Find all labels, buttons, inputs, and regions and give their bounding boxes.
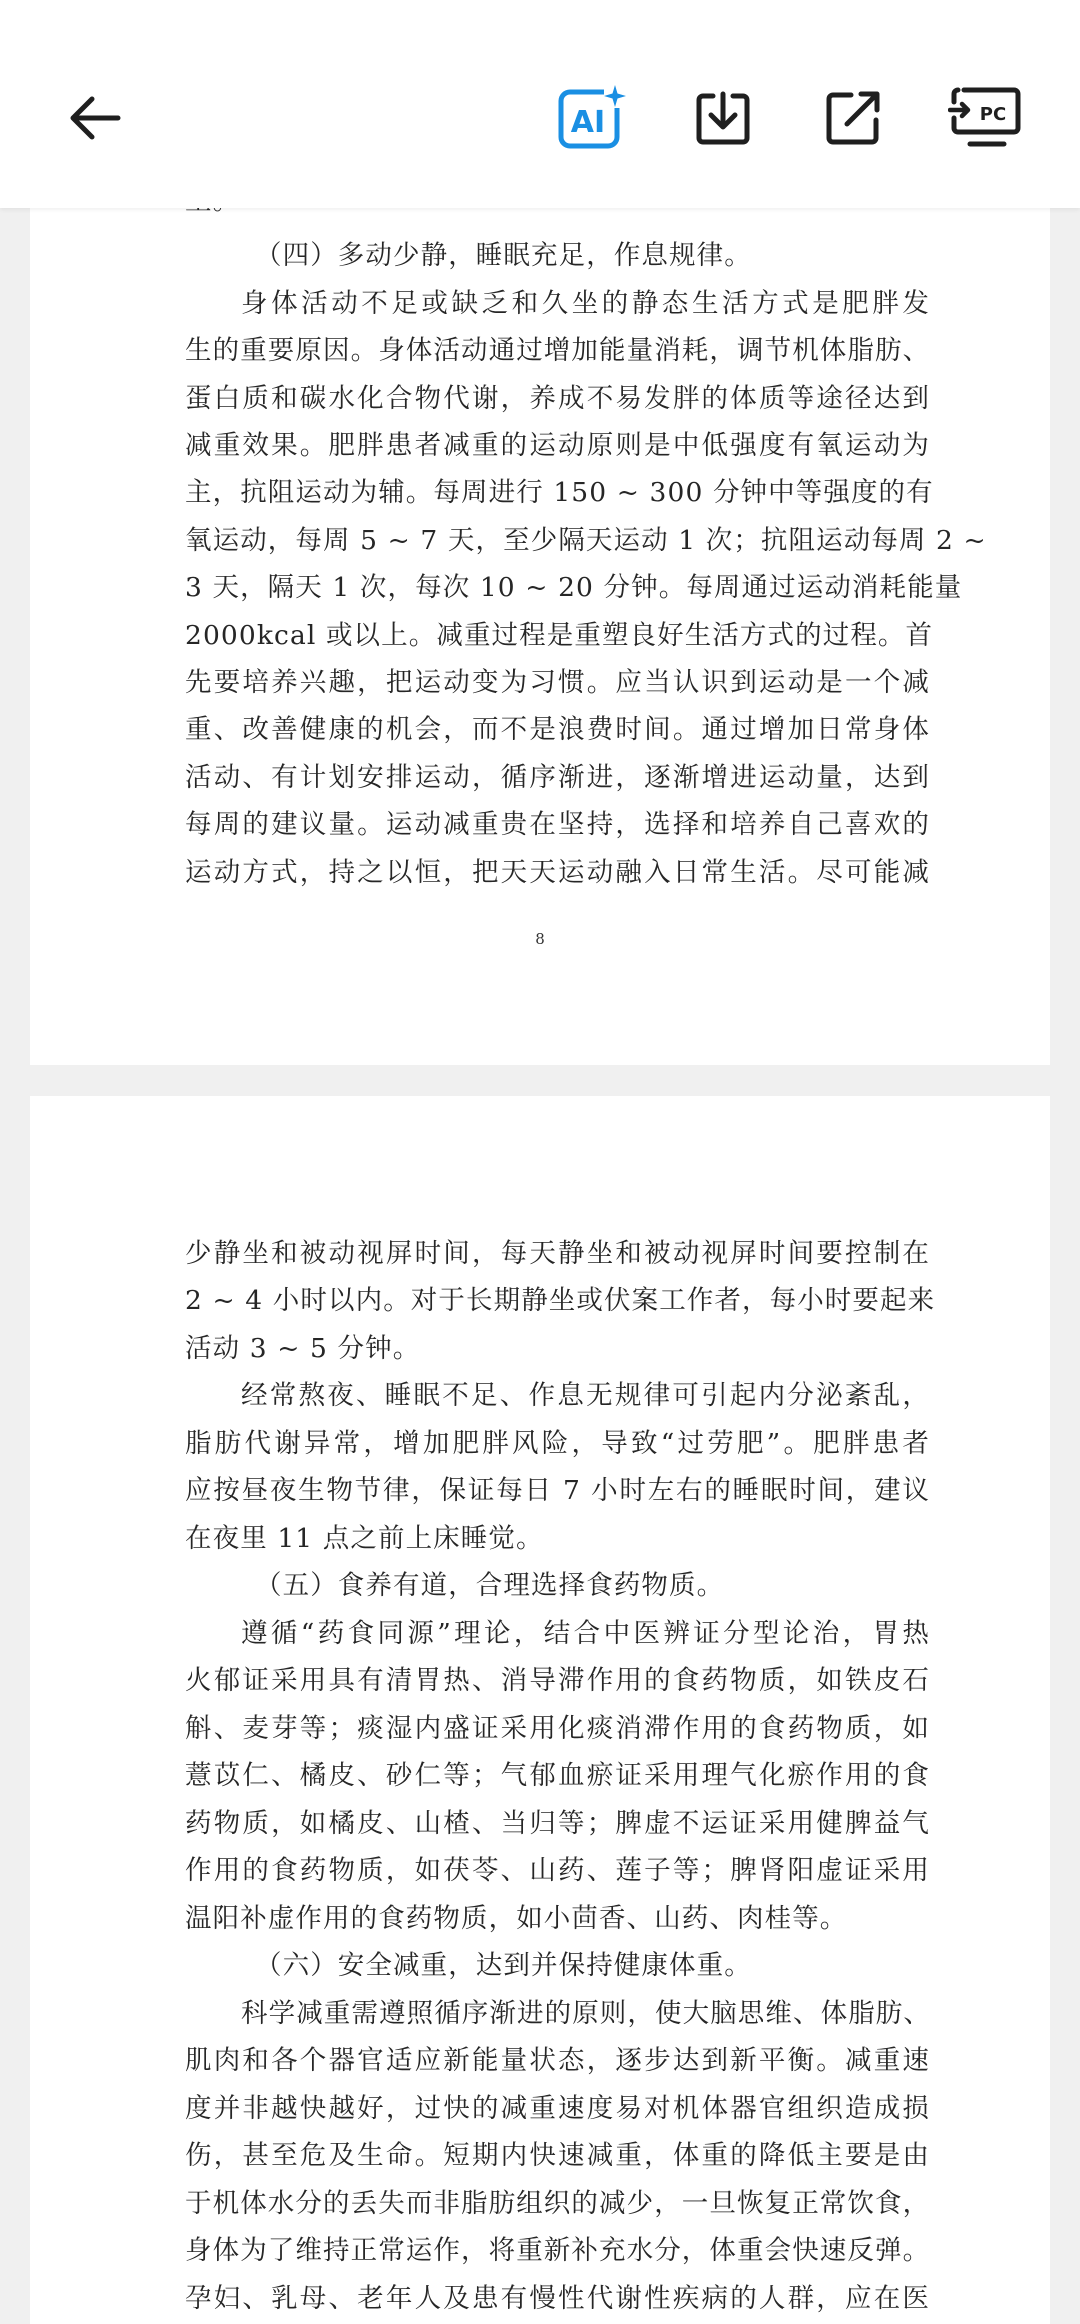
text-line: 少静坐和被动视屏时间，每天静坐和被动视屏时间要控制在 (185, 1238, 930, 1269)
download-button[interactable] (687, 82, 759, 154)
text-line: 科学减重需遵照循序渐进的原则，使大脑思维、体脂肪、 (241, 1998, 931, 2029)
text-line: 重、改善健康的机会，而不是浪费时间。通过增加日常身体 (185, 714, 930, 745)
text-line: 减重效果。肥胖患者减重的运动原则是中低强度有氧运动为 (185, 430, 930, 461)
text-line: 活动、有计划安排运动，循序渐进，逐渐增进运动量，达到 (185, 762, 930, 793)
text-line: 作用的食药物质，如茯苓、山药、莲子等；脾肾阳虚证采用 (185, 1855, 930, 1886)
text-line: 蛋白质和碳水化合物代谢，养成不易发胖的体质等途径达到 (185, 383, 930, 414)
share-button[interactable] (817, 82, 889, 154)
text-line: 应按昼夜生物节律，保证每日 7 小时左右的睡眠时间，建议 (185, 1475, 930, 1506)
open-on-pc-button[interactable] (948, 82, 1024, 154)
document-page-9 (30, 1096, 1050, 2324)
text-line: 温阳补虚作用的食药物质，如小茴香、山药、肉桂等。 (185, 1903, 848, 1934)
text-line: 主，抗阻运动为辅。每周进行 150 ~ 300 分钟中等强度的有 (185, 477, 934, 508)
section-heading-5: （五）食养有道，合理选择食药物质。 (255, 1570, 725, 1601)
text-line: 在夜里 11 点之前上床睡觉。 (185, 1523, 544, 1554)
text-line: 身体为了维持正常运作，将重新补充水分，体重会快速反弹。 (185, 2235, 931, 2266)
text-line: 伤，甚至危及生命。短期内快速减重，体重的降低主要是由 (185, 2140, 930, 2171)
text-line: 2 ~ 4 小时以内。对于长期静坐或伏案工作者，每小时要起来 (185, 1285, 936, 1316)
text-line: 2000kcal 或以上。减重过程是重塑良好生活方式的过程。首 (185, 620, 934, 651)
text-line: 火郁证采用具有清胃热、消导滞作用的食药物质，如铁皮石 (185, 1665, 930, 1696)
ai-sparkle-icon (556, 82, 628, 154)
text-line: 活动 3 ~ 5 分钟。 (185, 1333, 421, 1364)
text-line: 于机体水分的丢失而非脂肪组织的减少，一旦恢复正常饮食， (185, 2188, 931, 2219)
text-line: 生的重要原因。身体活动通过增加能量消耗，调节机体脂肪、 (185, 335, 931, 366)
text-line: 药物质，如橘皮、山楂、当归等；脾虚不运证采用健脾益气 (185, 1808, 930, 1839)
download-icon (691, 86, 755, 150)
text-line: 斛、麦芽等；痰湿内盛证采用化痰消滞作用的食药物质，如 (185, 1713, 930, 1744)
share-export-icon (821, 86, 885, 150)
text-line: 肌肉和各个器官适应新能量状态，逐步达到新平衡。减重速 (185, 2045, 930, 2076)
text-line: 孕妇、乳母、老年人及患有慢性代谢性疾病的人群，应在医 (185, 2283, 930, 2314)
section-heading-4: （四）多动少静，睡眠充足，作息规律。 (255, 240, 752, 271)
ai-label: AI (570, 105, 606, 140)
text-line: 每周的建议量。运动减重贵在坚持，选择和培养自己喜欢的 (185, 809, 930, 840)
pc-monitor-icon (948, 84, 1024, 152)
page-number: 8 (535, 930, 545, 948)
text-line: 脂肪代谢异常，增加肥胖风险，导致“过劳肥”。肥胖患者 (185, 1428, 930, 1459)
pc-label: PC (979, 104, 1007, 125)
text-line: 运动方式，持之以恒，把天天运动融入日常生活。尽可能减 (185, 857, 930, 888)
top-toolbar (0, 0, 1080, 208)
section-heading-6: （六）安全减重，达到并保持健康体重。 (255, 1950, 752, 1981)
text-line: 身体活动不足或缺乏和久坐的静态生活方式是肥胖发 (241, 288, 930, 319)
text-line: 度并非越快越好，过快的减重速度易对机体器官组织造成损 (185, 2093, 930, 2124)
text-line: 遵循“药食同源”理论，结合中医辨证分型论治，胃热 (241, 1618, 930, 1649)
ai-assistant-button[interactable] (556, 82, 628, 154)
back-button[interactable] (60, 82, 132, 154)
text-line: 经常熬夜、睡眠不足、作息无规律可引起内分泌紊乱， (241, 1380, 930, 1411)
text-line: 氧运动，每周 5 ~ 7 天，至少隔天运动 1 次；抗阻运动每周 2 ~ (185, 525, 987, 556)
back-arrow-icon (64, 86, 128, 150)
text-line: 先要培养兴趣，把运动变为习惯。应当认识到运动是一个减 (185, 667, 930, 698)
text-line: 3 天，隔天 1 次，每次 10 ~ 20 分钟。每周通过运动消耗能量 (185, 572, 963, 603)
text-line: 薏苡仁、橘皮、砂仁等；气郁血瘀证采用理气化瘀作用的食 (185, 1760, 930, 1791)
